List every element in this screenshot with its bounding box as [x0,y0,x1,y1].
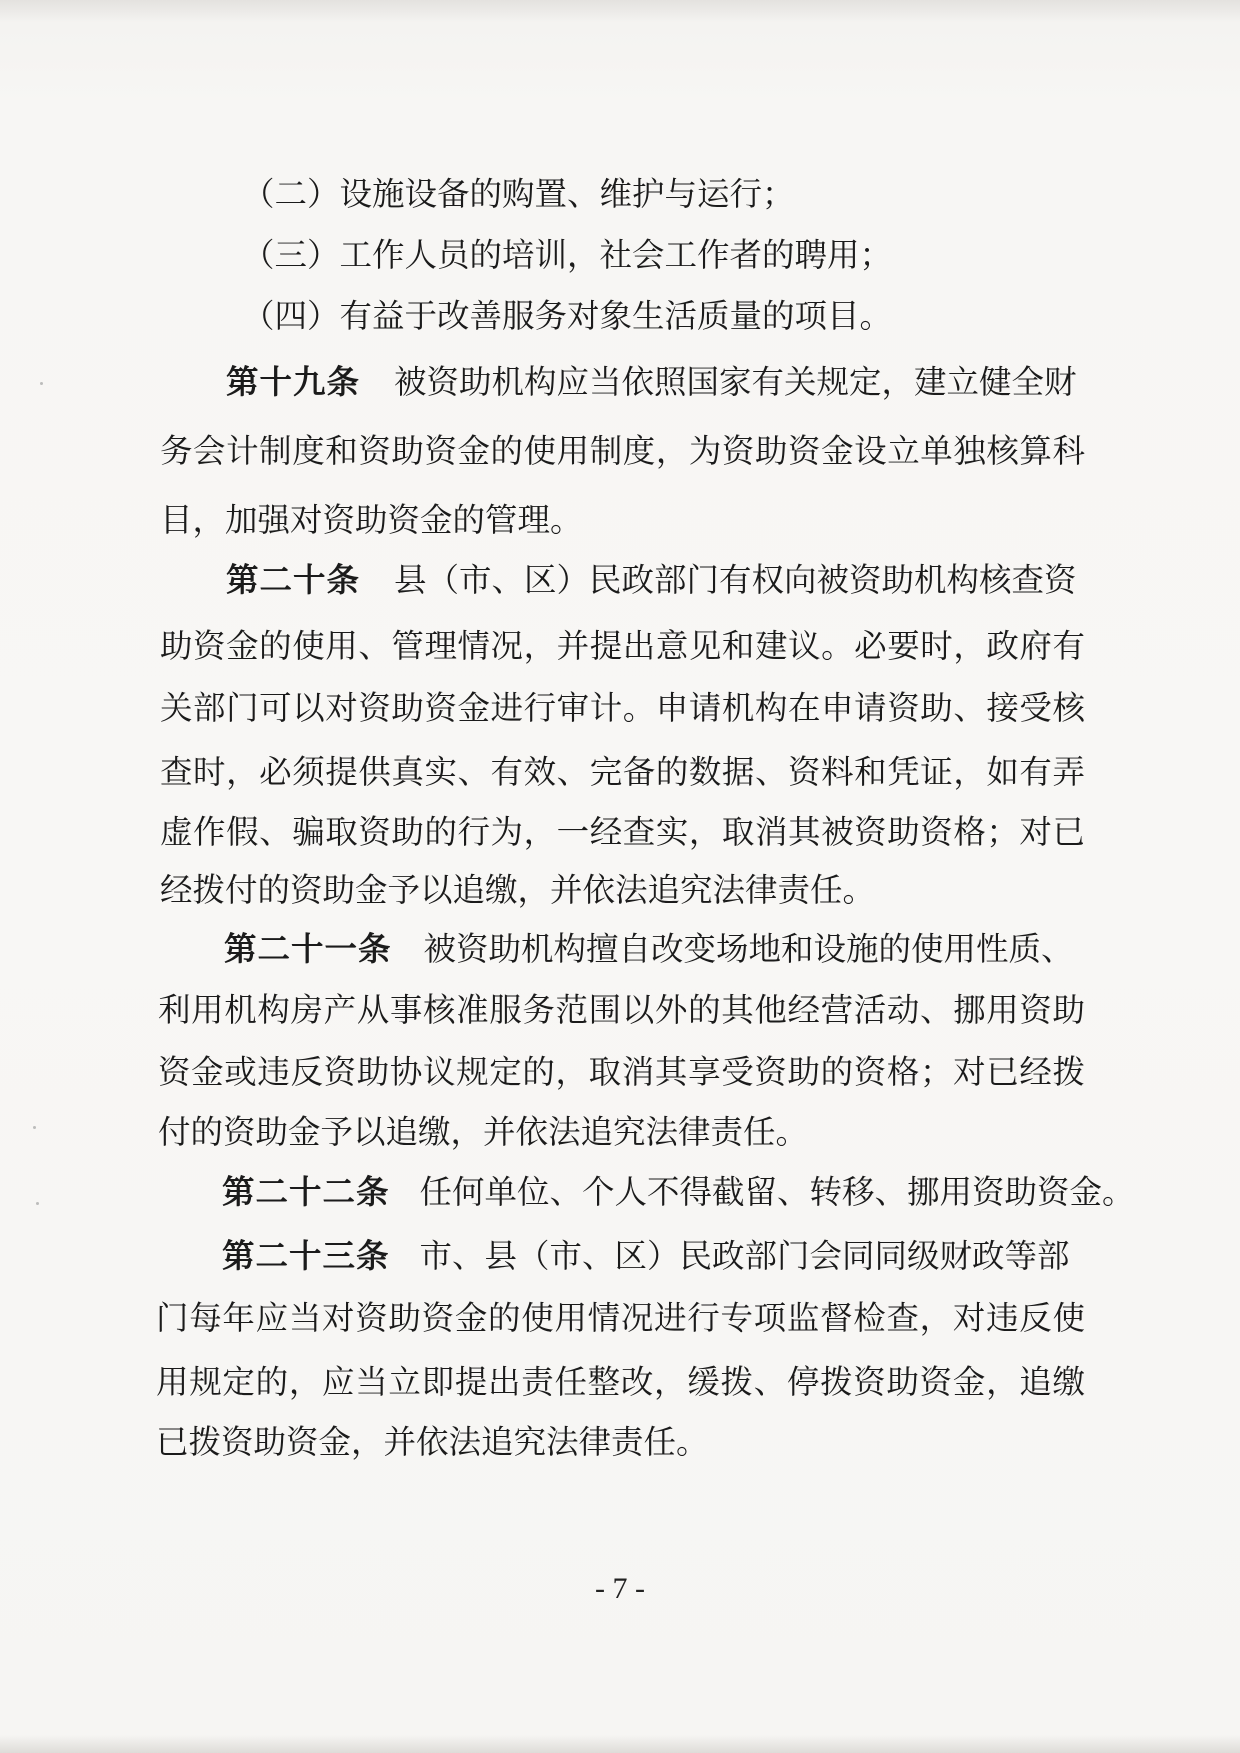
article-21-line-4: 付的资助金予以追缴，并依法追究法律责任。 [158,1113,809,1151]
scan-speck [40,382,43,385]
article-19-line-3: 目，加强对资助资金的管理。 [160,501,583,539]
article-20-line-6: 经拨付的资助金予以追缴，并依法追究法律责任。 [160,871,876,909]
article-19-line-1: 被资助机构应当依照国家有关规定，建立健全财 [394,363,1077,401]
article-21-line-2: 利用机构房产从事核准服务范围以外的其他经营活动、挪用资助 [158,991,1085,1029]
article-20-line-3: 关部门可以对资助资金进行审计。申请机构在申请资助、接受核 [160,689,1085,727]
article-23-title: 第二十三条 [222,1237,390,1275]
article-22 [222,1172,1135,1212]
article-21-line-1: 被资助机构擅自改变场地和设施的使用性质、 [423,930,1074,968]
article-20-line-1: 县（市、区）民政部门有权向被资助机构核查资 [394,561,1077,599]
article-20-title: 第二十条 [226,561,361,599]
list-item-3: （三）工作人员的培训，社会工作者的聘用； [242,236,893,274]
article-23-line-3: 用规定的，应当立即提出责任整改，缓拨、停拨资助资金，追缴 [156,1363,1085,1401]
article-22-title: 第二十二条 [222,1173,390,1211]
article-20-line-2: 助资金的使用、管理情况，并提出意见和建议。必要时，政府有 [160,627,1085,665]
article-23-line-2: 门每年应当对资助资金的使用情况进行专项监督检查，对违反使 [156,1299,1085,1337]
article-20-line-5: 虚作假、骗取资助的行为，一经查实，取消其被资助资格；对已 [160,813,1085,851]
article-21 [224,929,1074,969]
scan-speck [36,1202,39,1205]
scan-edge-top [0,0,1240,22]
article-19-line-2: 务会计制度和资助资金的使用制度，为资助资金设立单独核算科 [160,432,1085,470]
article-22-line-1: 任何单位、个人不得截留、转移、挪用资助资金。 [419,1173,1135,1211]
article-19-title: 第十九条 [226,363,361,401]
article-23-line-1: 市、县（市、区）民政部门会同同级财政等部 [419,1237,1070,1275]
article-21-line-3: 资金或违反资助协议规定的，取消其享受资助的资格；对已经拨 [158,1053,1085,1091]
list-item-2: （二）设施设备的购置、维护与运行； [242,175,795,213]
page-number: - 7 - [595,1572,645,1605]
article-20-line-4: 查时，必须提供真实、有效、完备的数据、资料和凭证，如有弄 [160,753,1085,791]
article-19 [226,362,1077,402]
scan-speck [33,1126,36,1129]
scan-edge-bottom [0,1735,1240,1753]
article-20 [226,560,1077,600]
article-21-title: 第二十一条 [224,930,392,968]
article-23 [222,1236,1070,1276]
list-item-4: （四）有益于改善服务对象生活质量的项目。 [242,297,893,335]
article-23-line-4: 已拨资助资金，并依法追究法律责任。 [156,1423,709,1461]
